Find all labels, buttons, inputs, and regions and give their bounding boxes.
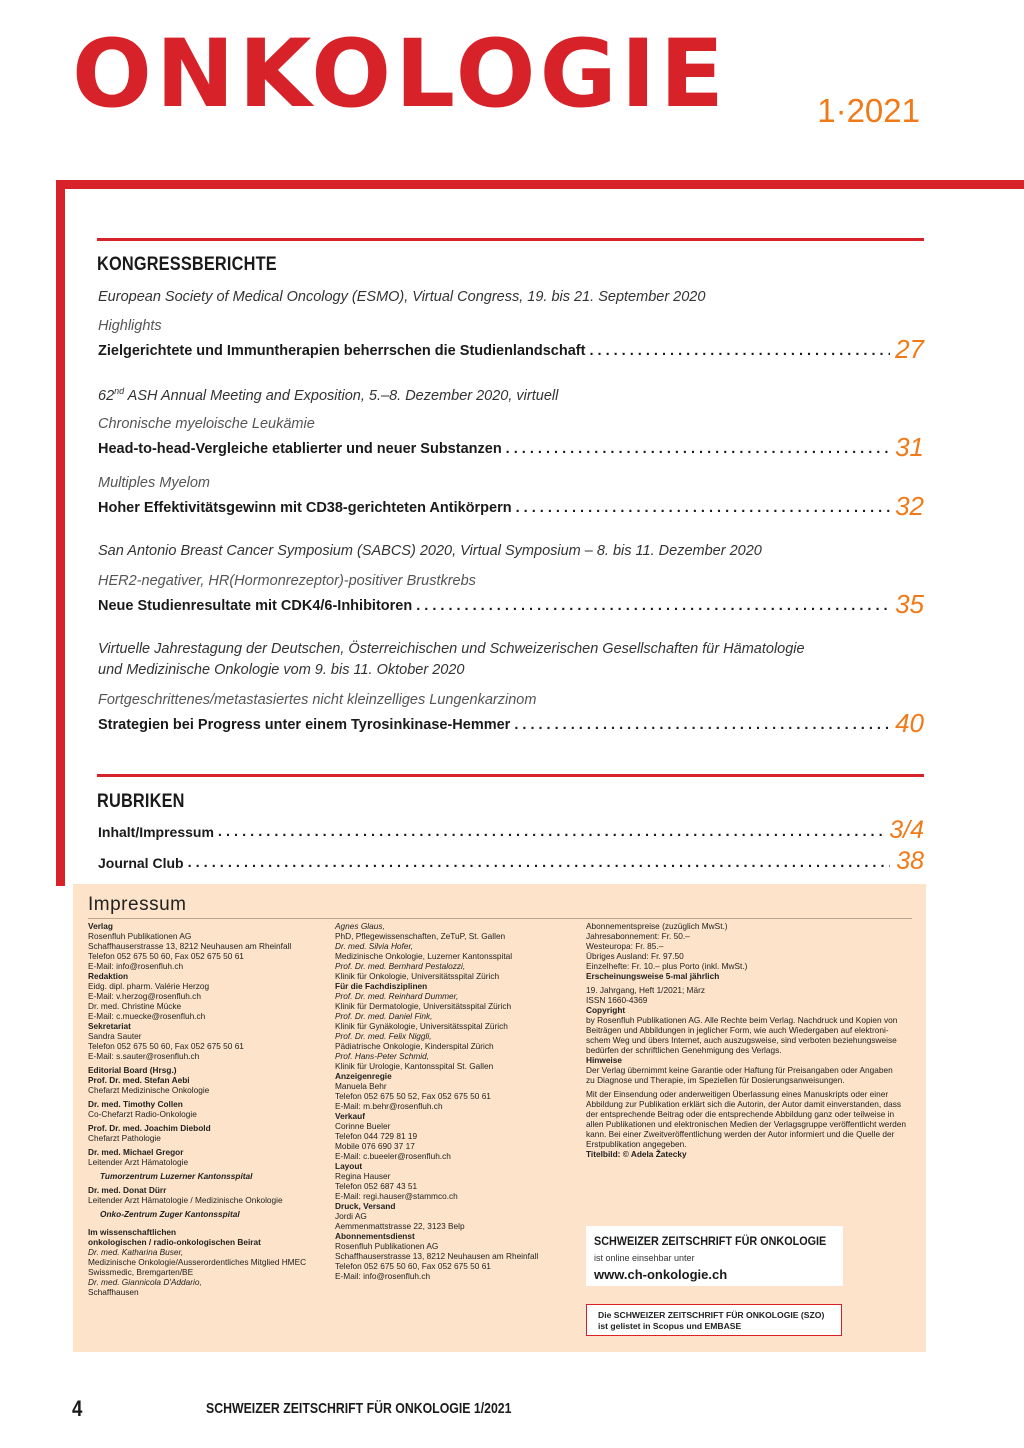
- impressum-text: Rosenfluh Publikationen AG: [335, 1241, 439, 1251]
- toc-entry-page: 32: [895, 491, 924, 521]
- toc-entry-title: Hoher Effektivitätsgewinn mit CD38-gerichteten Antikörpern: [98, 500, 512, 516]
- leader-dots: [416, 598, 890, 617]
- impressum-text: der entsprechende Beitrag oder die entsprechende Abbildung ganz oder teilweise in: [586, 1109, 895, 1119]
- impressum-text: Telefon 052 675 50 52, Fax 052 675 50 61: [335, 1091, 491, 1101]
- impressum-text: Rosenfluh Publikationen AG: [88, 931, 192, 941]
- online-box-subtitle: ist online einsehbar unter: [594, 1253, 695, 1263]
- impressum-rule: [88, 918, 912, 919]
- impressum-text: kann. Bei einer Zweitveröffentlichung werden der Autor informiert und die Quelle der: [586, 1129, 895, 1139]
- impressum-column-2: [335, 921, 575, 1281]
- event-ash-number: 62: [98, 387, 115, 404]
- impressum-text: E-Mail: info@rosenfluh.ch: [335, 1271, 431, 1281]
- impressum-text: Klinik für Onkologie, Universitätsspital Zürich: [335, 971, 500, 981]
- impressum-text: Übriges Ausland: Fr. 97.50: [586, 951, 684, 961]
- impressum-text: Swissmedic, Bremgarten/BE: [88, 1267, 194, 1277]
- impressum-text: Telefon 052 675 50 60, Fax 052 675 50 61: [88, 951, 244, 961]
- impressum-text: Corinne Bueler: [335, 1121, 391, 1131]
- impressum-text: Regina Hauser: [335, 1171, 391, 1181]
- toc-entry[interactable]: [98, 434, 924, 460]
- leader-dots: [506, 441, 890, 460]
- leader-dots: [514, 717, 890, 736]
- toc-entry-page: 38: [896, 847, 924, 875]
- toc-entry-page: 40: [895, 708, 924, 738]
- online-box-url[interactable]: www.ch-onkologie.ch: [594, 1267, 728, 1282]
- impressum-text: Chefarzt Pathologie: [88, 1133, 161, 1143]
- impressum-label: onkologischen / radio-onkologischen Beirat: [88, 1237, 261, 1247]
- impressum-label: Dr. med. Timothy Collen: [88, 1099, 183, 1109]
- impressum-label: Druck, Versand: [335, 1201, 396, 1211]
- impressum-text: by Rosenfluh Publikationen AG. Alle Rechte beim Verlag. Nachdruck und Kopien von: [586, 1015, 898, 1025]
- section-rule: [97, 774, 924, 777]
- online-box-title: SCHWEIZER ZEITSCHRIFT FÜR ONKOLOGIE: [594, 1234, 827, 1248]
- impressum-text: 19. Jahrgang, Heft 1/2021; März: [586, 985, 705, 995]
- page-number: 4: [72, 1396, 83, 1421]
- event-esmo: European Society of Medical Oncology (ESMO), Virtual Congress, 19. bis 21. September 2020: [98, 289, 706, 305]
- impressum-text: Telefon 052 675 50 60, Fax 052 675 50 61: [335, 1261, 491, 1271]
- toc-entry-title: Journal Club: [98, 855, 184, 871]
- impressum-text: Aemmenmattstrasse 22, 3123 Belp: [335, 1221, 465, 1231]
- impressum-text: Jordi AG: [335, 1211, 367, 1221]
- impressum-label: Hinweise: [586, 1055, 622, 1065]
- impressum-text: E-Mail: c.muecke@rosenfluh.ch: [88, 1011, 206, 1021]
- impressum-text: Pädiatrische Onkologie, Kinderspital Zürich: [335, 1041, 494, 1051]
- impressum-text: bedürfen der schriftlichen Genehmigung des Verlags.: [586, 1045, 782, 1055]
- impressum-label: Prof. Dr. med. Joachim Diebold: [88, 1123, 211, 1133]
- impressum-text: Mobile 076 690 37 17: [335, 1141, 415, 1151]
- toc-entry[interactable]: [98, 336, 924, 362]
- toc-entry-page: 31: [895, 432, 924, 462]
- issue-number: 1·2021: [817, 92, 920, 129]
- impressum-text: Sandra Sauter: [88, 1031, 142, 1041]
- topic-myelom: Multiples Myelom: [98, 475, 210, 491]
- red-frame-top: [56, 180, 1024, 189]
- impressum-text: Prof. Dr. med. Reinhard Dummer,: [335, 991, 459, 1001]
- toc-entry-title: Strategien bei Progress unter einem Tyrosinkinase-Hemmer: [98, 717, 511, 733]
- toc-entry-page: 27: [895, 334, 924, 364]
- impressum-text: Medizinische Onkologie/Ausserordentliches Mitglied HMEC: [88, 1257, 307, 1267]
- impressum-label: Verkauf: [335, 1111, 365, 1121]
- impressum-text: Agnes Glaus,: [335, 921, 385, 931]
- impressum-text: Jahresabonnement: Fr. 50.–: [586, 931, 690, 941]
- event-ash: [98, 386, 558, 404]
- impressum-label: Anzeigenregie: [335, 1071, 392, 1081]
- impressum-column-3: [586, 921, 916, 1159]
- event-dgho-line2: und Medizinische Onkologie vom 9. bis 11. Oktober 2020: [98, 662, 465, 678]
- impressum-text: Einzelhefte: Fr. 10.– plus Porto (inkl. MwSt.): [586, 961, 748, 971]
- event-dgho-line1: Virtuelle Jahrestagung der Deutschen, Österreichischen und Schweizerischen Gesellschaften für Hämatologie: [98, 641, 805, 657]
- impressum-text: E-Mail: c.bueeler@rosenfluh.ch: [335, 1151, 451, 1161]
- leader-dots: [218, 824, 885, 843]
- impressum-column-1: [88, 921, 328, 1297]
- impressum-text: Schaffhauserstrasse 13, 8212 Neuhausen am Rheinfall: [88, 941, 292, 951]
- impressum-text: Klinik für Dermatologie, Universitätsspital Zürich: [335, 1001, 512, 1011]
- impressum-text: Tumorzentrum Luzerner Kantonsspital: [100, 1171, 253, 1181]
- topic-cml: Chronische myeloische Leukämie: [98, 416, 315, 432]
- impressum-label: Prof. Dr. med. Stefan Aebi: [88, 1075, 190, 1085]
- impressum-label: Layout: [335, 1161, 363, 1171]
- impressum-text: Dr. med. Silvia Hofer,: [335, 941, 414, 951]
- impressum-text: Chefarzt Medizinische Onkologie: [88, 1085, 210, 1095]
- toc-entry[interactable]: [98, 493, 924, 519]
- toc-entry[interactable]: [98, 848, 924, 874]
- impressum-text: Dr. med. Giannicola D'Addario,: [88, 1277, 202, 1287]
- impressum-text: Onko-Zentrum Zuger Kantonsspital: [100, 1209, 240, 1219]
- impressum-title: Impressum: [88, 894, 187, 915]
- impressum-text: E-Mail: regi.hauser@stammco.ch: [335, 1191, 458, 1201]
- impressum-text: Schaffhausen: [88, 1287, 139, 1297]
- masthead-title: ONKOLOGIE: [72, 20, 728, 129]
- impressum-text: Leitender Arzt Hämatologie / Medizinische Onkologie: [88, 1195, 283, 1205]
- impressum-text: E-Mail: m.behr@rosenfluh.ch: [335, 1101, 443, 1111]
- impressum-box: [73, 884, 926, 1352]
- topic-sabcs: HER2-negativer, HR(Hormonrezeptor)-positiver Brustkrebs: [98, 573, 476, 589]
- leader-dots: [516, 500, 890, 519]
- toc-entry[interactable]: [98, 710, 924, 736]
- topic-esmo: Highlights: [98, 318, 162, 334]
- impressum-label: Dr. med. Donat Dürr: [88, 1185, 167, 1195]
- impressum-text: Der Verlag übernimmt keine Garantie oder Haftung für Preisangaben oder Angaben: [586, 1065, 893, 1075]
- impressum-text: zu Diagnose und Therapie, im Speziellen für Dosierungsanweisungen.: [586, 1075, 845, 1085]
- impressum-text: allen Publikationen und elektronischen Medien der Verlagsgruppe veröffentlicht werden: [586, 1119, 906, 1129]
- impressum-label: Editorial Board (Hrsg.): [88, 1065, 177, 1075]
- impressum-text: Dr. med. Christine Mücke: [88, 1001, 182, 1011]
- impressum-text: Prof. Dr. med. Felix Niggli,: [335, 1031, 432, 1041]
- impressum-label: Titelbild: © Adela Žatecky: [586, 1149, 687, 1159]
- impressum-label: Abonnementsdienst: [335, 1231, 415, 1241]
- toc-entry-page: 3/4: [889, 816, 924, 844]
- impressum-text: schem Weg und übers Internet, auch auszugsweise, sind verboten beziehungsweise: [586, 1035, 897, 1045]
- impressum-text: Dr. med. Katharina Buser,: [88, 1247, 184, 1257]
- leader-dots: [188, 855, 890, 874]
- impressum-text: Schaffhauserstrasse 13, 8212 Neuhausen am Rheinfall: [335, 1251, 539, 1261]
- impressum-text: Abbildung zur Publikation erklärt sich die Autorin, der Autor damit einverstanden, dass: [586, 1099, 901, 1109]
- online-info-box: [586, 1226, 843, 1286]
- event-ash-suffix: nd: [114, 386, 125, 396]
- impressum-label: Redaktion: [88, 971, 129, 981]
- topic-nsclc: Fortgeschrittenes/metastasiertes nicht kleinzelliges Lungenkarzinom: [98, 692, 537, 708]
- indexing-line-1: Die SCHWEIZER ZEITSCHRIFT FÜR ONKOLOGIE (SZO): [598, 1310, 825, 1320]
- impressum-text: Abonnementspreise (zuzüglich MwSt.): [586, 921, 728, 931]
- section-heading-rubriken: RUBRIKEN: [97, 791, 185, 812]
- impressum-text: Prof. Hans-Peter Schmid,: [335, 1051, 430, 1061]
- impressum-text: Telefon 052 675 50 60, Fax 052 675 50 61: [88, 1041, 244, 1051]
- toc-entry-page: 35: [895, 589, 924, 619]
- impressum-text: Telefon 052 687 43 51: [335, 1181, 418, 1191]
- impressum-text: Westeuropa: Fr. 85.–: [586, 941, 664, 951]
- impressum-label: Für die Fachdisziplinen: [335, 981, 428, 991]
- impressum-text: Beiträgen und Abbildungen in jeglicher Form, wie auch Wiedergaben auf elektroni-: [586, 1025, 889, 1035]
- impressum-text: PhD, Pflegewissenschaften, ZeTuP, St. Gallen: [335, 931, 506, 941]
- impressum-label: Verlag: [88, 921, 113, 931]
- impressum-text: E-Mail: info@rosenfluh.ch: [88, 961, 184, 971]
- impressum-text: Medizinische Onkologie, Luzerner Kantonsspital: [335, 951, 513, 961]
- impressum-text: Erstpublikation angegeben.: [586, 1139, 687, 1149]
- impressum-text: Prof. Dr. med. Bernhard Pestalozzi,: [335, 961, 466, 971]
- toc-entry-title: Inhalt/Impressum: [98, 824, 214, 840]
- toc-entry[interactable]: [98, 817, 924, 843]
- impressum-text: Telefon 044 729 81 19: [335, 1131, 418, 1141]
- indexing-info-box: [586, 1304, 842, 1336]
- impressum-label: Copyright: [586, 1005, 626, 1015]
- section-heading-kongressberichte: KONGRESSBERICHTE: [97, 254, 277, 275]
- section-rule: [97, 238, 924, 241]
- impressum-text: Prof. Dr. med. Daniel Fink,: [335, 1011, 433, 1021]
- impressum-text: Eidg. dipl. pharm. Valérie Herzog: [88, 981, 210, 991]
- impressum-label: Dr. med. Michael Gregor: [88, 1147, 184, 1157]
- red-frame-left: [56, 180, 65, 886]
- impressum-text: E-Mail: s.sauter@rosenfluh.ch: [88, 1051, 200, 1061]
- impressum-label: Sekretariat: [88, 1021, 131, 1031]
- toc-entry-title: Zielgerichtete und Immuntherapien beherrschen die Studienlandschaft: [98, 343, 586, 359]
- toc-entry-title: Neue Studienresultate mit CDK4/6-Inhibitoren: [98, 598, 413, 614]
- impressum-text: Klinik für Gynäkologie, Universitätsspital Zürich: [335, 1021, 508, 1031]
- impressum-text: Klinik für Urologie, Kantonsspital St. Gallen: [335, 1061, 494, 1071]
- leader-dots: [589, 343, 890, 362]
- impressum-label: Erscheinungsweise 5-mal jährlich: [586, 971, 720, 981]
- impressum-text: Leitender Arzt Hämatologie: [88, 1157, 189, 1167]
- impressum-text: ISSN 1660-4369: [586, 995, 648, 1005]
- event-ash-rest: ASH Annual Meeting and Exposition, 5.–8. Dezember 2020, virtuell: [124, 387, 559, 404]
- toc-entry-title: Head-to-head-Vergleiche etablierter und neuer Substanzen: [98, 441, 502, 457]
- toc-entry[interactable]: [98, 591, 924, 617]
- event-sabcs: San Antonio Breast Cancer Symposium (SABCS) 2020, Virtual Symposium – 8. bis 11. Dezember 2020: [98, 543, 762, 559]
- impressum-text: Manuela Behr: [335, 1081, 387, 1091]
- impressum-text: E-Mail: v.herzog@rosenfluh.ch: [88, 991, 201, 1001]
- impressum-text: Co-Chefarzt Radio-Onkologie: [88, 1109, 197, 1119]
- indexing-line-2: ist gelistet in Scopus und EMBASE: [598, 1321, 742, 1331]
- impressum-label: Im wissenschaftlichen: [88, 1227, 177, 1237]
- footer-journal-title: SCHWEIZER ZEITSCHRIFT FÜR ONKOLOGIE 1/2021: [206, 1400, 512, 1417]
- impressum-text: Mit der Einsendung oder anderweitigen Überlassung eines Manuskripts oder einer: [586, 1089, 889, 1099]
